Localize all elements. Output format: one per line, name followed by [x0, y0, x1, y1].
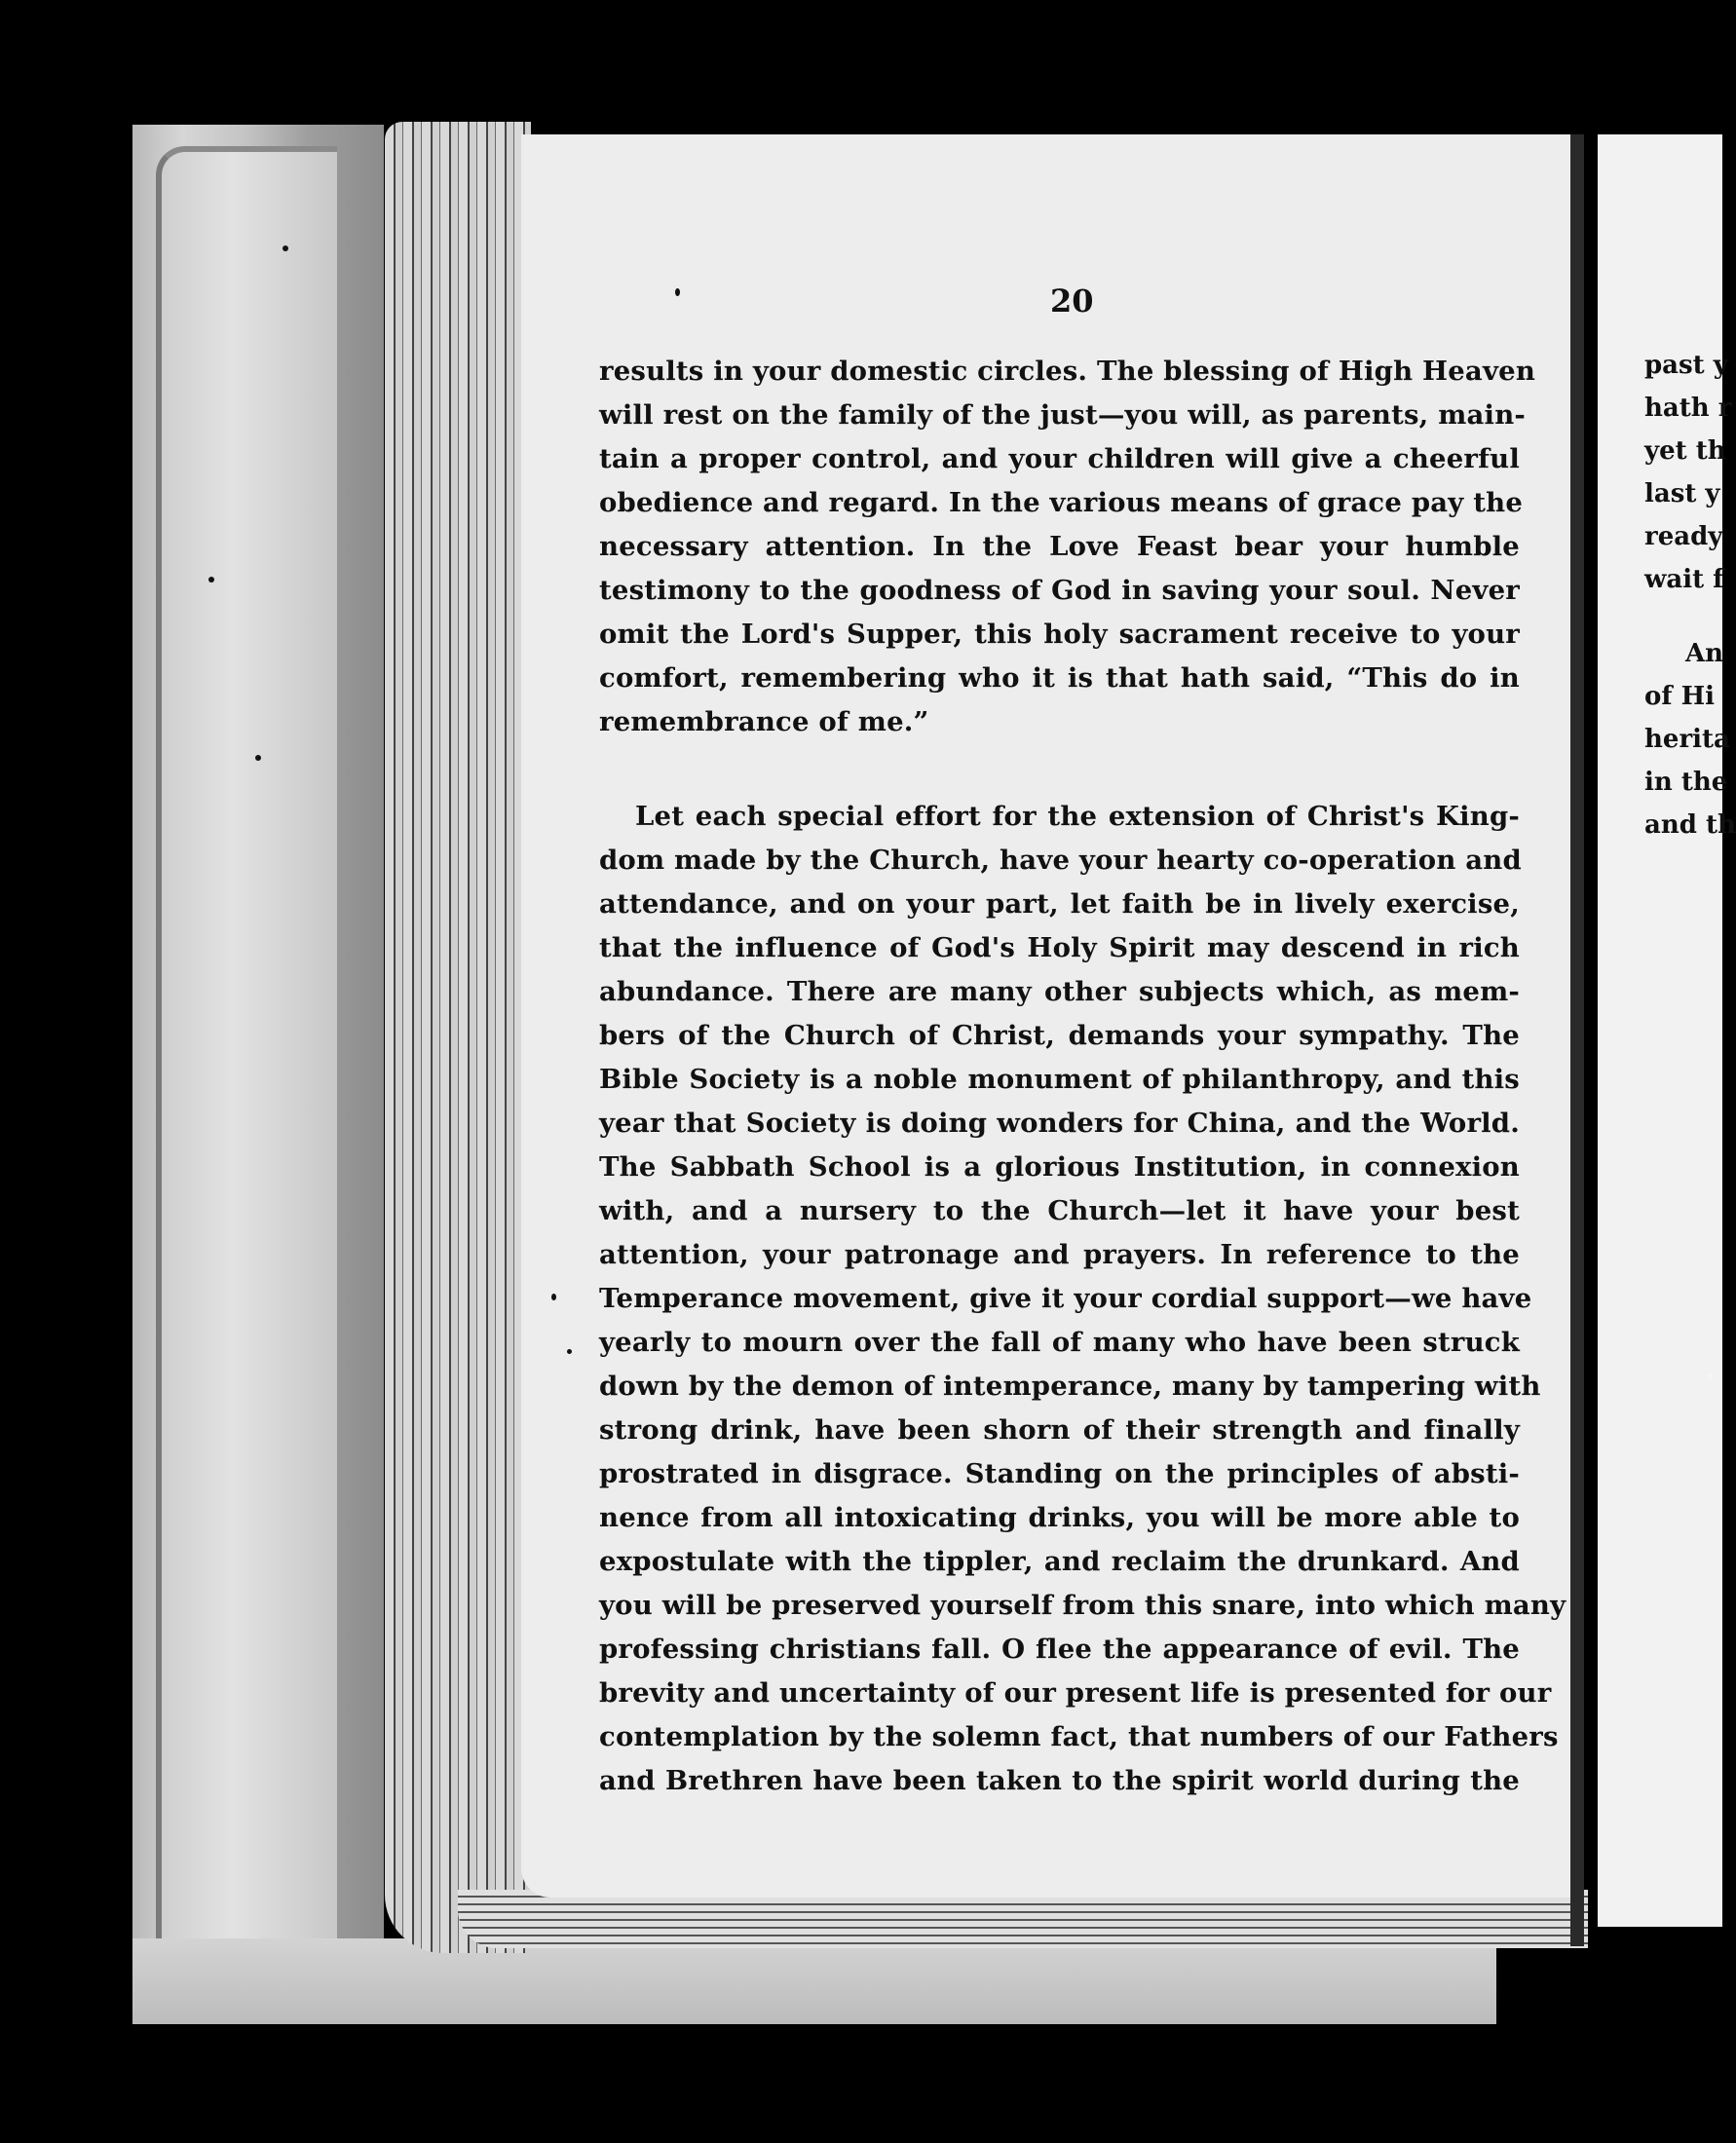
adjacent-page-line: ready	[1644, 522, 1723, 551]
text-line: professing christians fall. O flee the appearance of evil. The	[599, 1634, 1520, 1665]
text-line: testimony to the goodness of God in saving your soul. Never	[599, 575, 1520, 606]
page-gutter	[1570, 134, 1584, 1946]
adjacent-page	[1598, 134, 1736, 1927]
text-line: yearly to mourn over the fall of many who have been struck	[599, 1327, 1520, 1358]
text-line: attention, your patronage and prayers. In reference to the	[599, 1239, 1520, 1270]
text-line: that the influence of God's Holy Spirit may descend in rich	[599, 932, 1520, 963]
scan-speck	[255, 755, 261, 761]
page-edges	[385, 122, 531, 1953]
text-line: down by the demon of intemperance, many by tampering with	[599, 1371, 1541, 1402]
text-line: contemplation by the solemn fact, that numbers of our Fathers	[599, 1721, 1559, 1752]
adjacent-page-line: wait f	[1644, 565, 1724, 594]
adjacent-page-line: hath r	[1644, 394, 1732, 423]
adjacent-page-line: last y	[1644, 479, 1720, 508]
text-line: strong drink, have been shorn of their strength and finally	[599, 1414, 1520, 1446]
text-line: brevity and uncertainty of our present life is presented for our	[599, 1677, 1552, 1709]
text-line: bers of the Church of Christ, demands your sympathy. The	[599, 1020, 1520, 1051]
book-cover-bottom	[132, 1938, 1496, 2024]
text-line: remembrance of me.”	[599, 706, 929, 737]
text-line: nence from all intoxicating drinks, you will be more able to	[599, 1502, 1520, 1533]
text-line: prostrated in disgrace. Standing on the principles of absti-	[599, 1458, 1520, 1489]
text-line: with, and a nursery to the Church—let it have your best	[599, 1195, 1520, 1226]
scan-speck	[208, 577, 214, 583]
book-spine	[156, 146, 337, 1983]
adjacent-page-line: yet th	[1644, 436, 1726, 466]
text-line: dom made by the Church, have your hearty co-operation and	[599, 845, 1522, 876]
text-line: tain a proper control, and your children will give a cheerful	[599, 443, 1520, 474]
text-line: expostulate with the tippler, and reclaim the drunkard. And	[599, 1546, 1520, 1577]
scan-speck	[283, 245, 288, 251]
text-line: Temperance movement, give it your cordial support—we have	[599, 1283, 1532, 1314]
text-line: Bible Society is a noble monument of philanthropy, and this	[599, 1064, 1520, 1095]
text-line: Let each special effort for the extension of Christ's King-	[635, 801, 1520, 832]
text-line: comfort, remembering who it is that hath said, “This do in	[599, 662, 1520, 694]
text-line: year that Society is doing wonders for China, and the World.	[599, 1108, 1520, 1139]
page-edges-bottom	[458, 1890, 1588, 1948]
adjacent-page-line: past y	[1644, 351, 1728, 380]
adjacent-page-line: An	[1685, 639, 1724, 668]
adjacent-page-line: of Hi	[1644, 682, 1716, 711]
text-line: abundance. There are many other subjects which, as mem-	[599, 976, 1520, 1007]
text-line: will rest on the family of the just—you will, as parents, main-	[599, 399, 1526, 431]
page-number: 20	[1050, 282, 1094, 320]
scan-speck	[567, 1349, 572, 1354]
text-line: results in your domestic circles. The blessing of High Heaven	[599, 356, 1536, 387]
text-line: The Sabbath School is a glorious Institution, in connexion	[599, 1151, 1520, 1183]
text-line: attendance, and on your part, let faith be in lively exercise,	[599, 888, 1520, 920]
scan-speck	[675, 288, 680, 296]
text-line: you will be preserved yourself from this snare, into which many	[599, 1590, 1566, 1621]
text-line: and Brethren have been taken to the spirit world during the	[599, 1765, 1520, 1796]
scan-speck	[551, 1294, 556, 1300]
adjacent-page-line: in the	[1644, 768, 1728, 797]
scan-speck	[1707, 1373, 1713, 1379]
adjacent-page-line: and th	[1644, 810, 1736, 840]
text-line: obedience and regard. In the various means of grace pay the	[599, 487, 1524, 518]
text-line: necessary attention. In the Love Feast bear your humble	[599, 531, 1520, 562]
adjacent-page-line: herita	[1644, 725, 1730, 754]
text-line: omit the Lord's Supper, this holy sacrament receive to your	[599, 619, 1520, 650]
